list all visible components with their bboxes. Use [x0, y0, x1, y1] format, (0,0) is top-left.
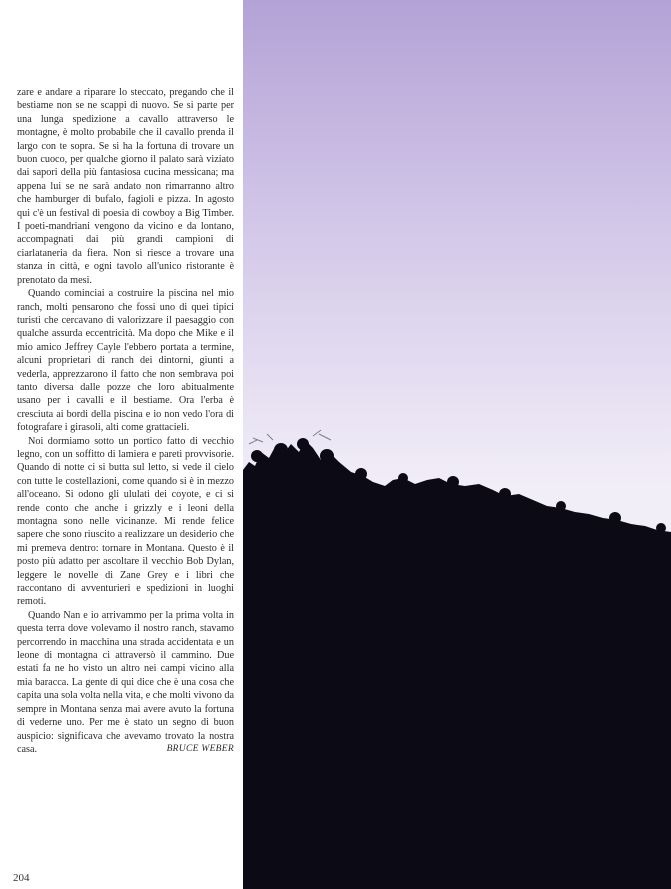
paragraph [17, 609, 234, 756]
paragraph-text: Quando Nan e io arrivammo per la prima volta in questa terra dove volevamo il nostro ranch, stavamo percorrendo in macchina una strada accidentata e un leone di montagna ci attraversò il cammino. Due estati fa ne ho visto un altro nei campi vicino alla mia baracca. La gente di qui dice che è una cosa che capita una sola volta nella vita, e che molti vivono da sempre in Montana senza mai avere avuto la fortuna di vederne uno. Per me è stato un segno di buon auspicio: significava che avevamo trovato la nostra casa. [17, 609, 234, 755]
article-text-column [17, 86, 234, 756]
dusk-trees-photo [243, 0, 671, 889]
paragraph: Quando cominciai a costruire la piscina nel mio ranch, molti pensarono che fossi uno di quei tipici turisti che cercavano di valorizzare il paesaggio con qualche assurda eccentricità. Ma dopo che Mike e il mio amico Jeffrey Cayle l'ebbero portata a termine, alcuni proprietari di ranch dei dintorni, giunti a vederla, apprezzarono il fatto che non sembrava poi tanto diversa dalle pozze che loro abitualmente usano per i cavalli e il bestiame. Ora l'erba è cresciuta ai bordi della piscina e io non vedo l'ora di fotografare i girasoli, alti come grattacieli. [17, 288, 234, 434]
page-number: 204 [13, 872, 30, 884]
photo-svg [243, 0, 671, 889]
paragraph: zare e andare a riparare lo steccato, pregando che il bestiame non se ne scappi di nuovo. Se si parte per una lunga spedizione a cavallo attraverso le montagne, è molto probabile che il cavallo prenda il largo con te sopra. Se si ha la fortuna di trovare un buon cuoco, per qualche giorno il palato sarà viziato dai sapori della più fantasiosa cucina messicana; ma appena lui se ne sarà andato non rimarranno altro che hamburger di bufalo, fagioli e pizza. In agosto qui c'è un festival di poesia di cowboy a Big Timber. I poeti-mandriani vengono da vicino e da lontano, accompagnati dai più grandi campioni di ciarlataneria da fiera. Non si riesce a trovare una stanza in città, e ogni tavolo all'unico ristorante è prenotato da mesi. [17, 87, 234, 286]
author-signature: BRUCE WEBER [166, 743, 234, 754]
paragraph: Noi dormiamo sotto un portico fatto di vecchio legno, con un soffitto di lamiera e pareti provvisorie. Quando di notte ci si butta sul letto, si vede il cielo con tutte le costellazioni, come quando si è in mezzo all'oceano. Si odono gli ululati dei coyote, e ci si rende conto che anche i grizzly e i leoni della montagna sono nelle vicinanze. Mi rende felice sapere che sono riuscito a realizzare un desiderio che mi premeva dentro: tornare in Montana. Questo è il posto più adatto per ascoltare il vecchio Bob Dylan, leggere le novelle di Zane Grey e i libri che raccontano di avventurieri e spedizioni in luoghi remoti. [17, 435, 234, 608]
